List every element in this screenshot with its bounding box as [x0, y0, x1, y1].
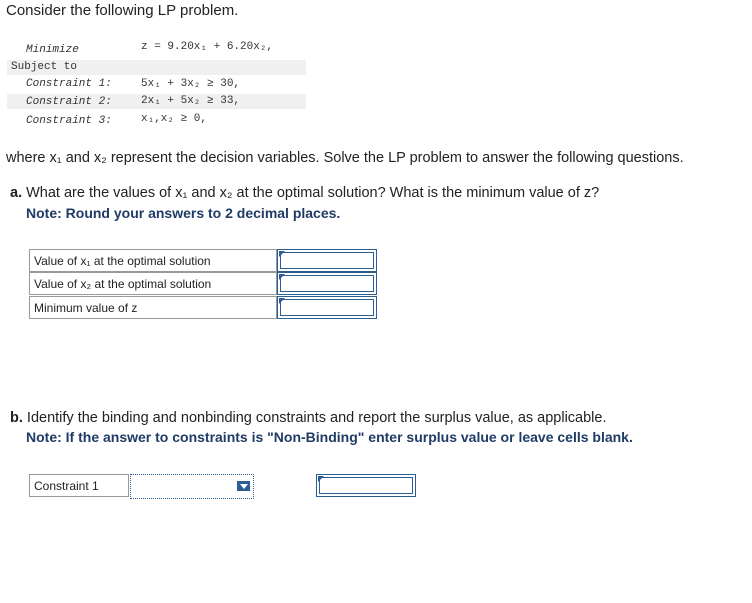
x2-value-input[interactable] [277, 272, 377, 295]
question-b-text: Identify the binding and nonbinding constraints and report the surplus value, as applicable. [22, 410, 607, 426]
chevron-down-icon[interactable] [237, 481, 250, 491]
question-b [10, 410, 607, 426]
row-label-x1: Value of x₁ at the optimal solution [29, 249, 277, 272]
x1-value-input[interactable] [277, 249, 377, 272]
subject-to-label: Subject to [11, 61, 78, 73]
where-text: where x₁ and x₂ represent the decision variables. Solve the LP problem to answer the following questions. [6, 150, 684, 166]
question-a-letter: a. [10, 185, 23, 201]
constraint-1-row-label: Constraint 1 [29, 474, 129, 497]
constraint-1-binding-dropdown[interactable] [130, 474, 254, 499]
constraint-1-label: Constraint 1: [26, 78, 112, 90]
constraint-2-expression: 2x₁ + 5x₂ ≥ 33, [141, 95, 241, 107]
row-label-x2: Value of x₂ at the optimal solution [29, 272, 277, 295]
constraint-3-expression: x₁,x₂ ≥ 0, [141, 113, 208, 125]
question-a-note: Note: Round your answers to 2 decimal places. [26, 205, 341, 221]
intro-text: Consider the following LP problem. [6, 2, 239, 19]
min-z-input[interactable] [277, 296, 377, 319]
question-a [10, 185, 599, 201]
row-label-min-z: Minimum value of z [29, 296, 277, 319]
objective-function: z = 9.20x₁ + 6.20x₂, [141, 41, 274, 53]
minimize-label: Minimize [26, 44, 79, 56]
constraint-1-expression: 5x₁ + 3x₂ ≥ 30, [141, 78, 241, 90]
constraint-2-label: Constraint 2: [26, 96, 112, 108]
constraint-3-label: Constraint 3: [26, 115, 112, 127]
constraint-1-surplus-input[interactable] [316, 474, 416, 497]
question-a-text: What are the values of x₁ and x₂ at the optimal solution? What is the minimum value of z? [22, 185, 600, 201]
question-b-letter: b. [10, 410, 23, 426]
question-b-note: Note: If the answer to constraints is "Non-Binding" enter surplus value or leave cells blank. [26, 429, 633, 445]
